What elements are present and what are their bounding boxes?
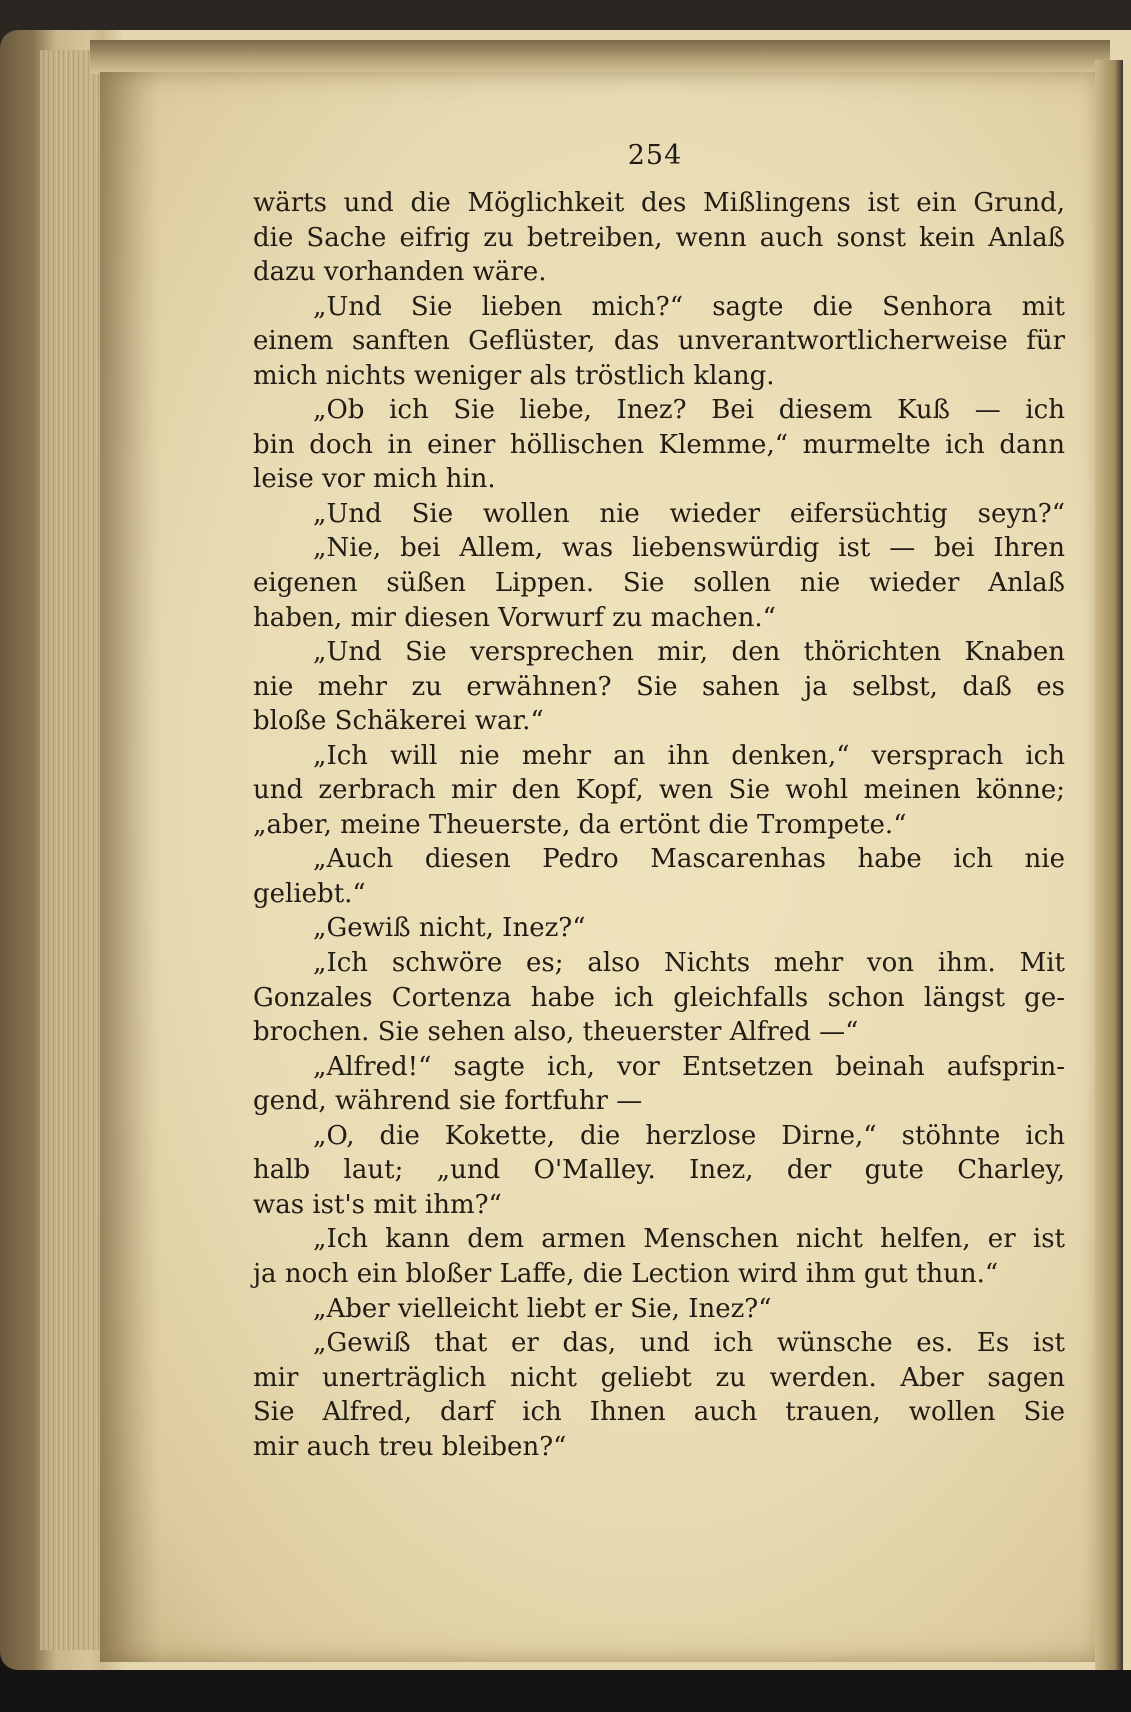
- page-edges-top: [90, 40, 1110, 74]
- text-line: bloße Schäkerei war.“: [253, 706, 544, 737]
- text-line: „O, die Kokette, die herzlose Dirne,“ stöhnte ich: [313, 1120, 1065, 1151]
- text-line: und zerbrach mir den Kopf, wen Sie wohl meinen könne;: [253, 775, 1065, 806]
- text-line: dazu vorhanden wäre.: [253, 257, 547, 288]
- text-line: „Gewiß nicht, Inez?“: [313, 913, 586, 944]
- text-line: eigenen süßen Lippen. Sie sollen nie wieder Anlaß: [253, 568, 1065, 599]
- text-line: mir auch treu bleiben?“: [253, 1431, 567, 1462]
- text-line: brochen. Sie sehen also, theuerster Alfred —“: [253, 1017, 859, 1048]
- text-line: haben, mir diesen Vorwurf zu machen.“: [253, 602, 776, 633]
- text-line: „Alfred!“ sagte ich, vor Entsetzen beinah aufsprin-: [313, 1051, 1065, 1082]
- text-line: ja noch ein bloßer Laffe, die Lection wird ihm gut thun.“: [253, 1258, 999, 1289]
- text-line: mich nichts weniger als tröstlich klang.: [253, 360, 775, 391]
- text-line: nie mehr zu erwähnen? Sie sahen ja selbst, daß es: [253, 671, 1065, 702]
- text-line: einem sanften Geflüster, das unverantwortlicherweise für: [253, 326, 1065, 357]
- text-line: „Und Sie versprechen mir, den thörichten Knaben: [313, 637, 1065, 668]
- text-line: leise vor mich hin.: [253, 464, 496, 495]
- text-line: halb laut; „und O'Malley. Inez, der gute Charley,: [253, 1155, 1065, 1186]
- text-line: „Nie, bei Allem, was liebenswürdig ist — bei Ihren: [313, 533, 1065, 564]
- text-line: Gonzales Cortenza habe ich gleichfalls schon längst ge-: [253, 982, 1065, 1013]
- text-line: „Und Sie wollen nie wieder eifersüchtig seyn?“: [313, 498, 1065, 529]
- text-line: „aber, meine Theuerste, da ertönt die Trompete.“: [253, 809, 907, 840]
- text-line: Sie Alfred, darf ich Ihnen auch trauen, wollen Sie: [253, 1397, 1065, 1428]
- text-line: „Und Sie lieben mich?“ sagte die Senhora mit: [313, 291, 1065, 322]
- page-text-body: [253, 186, 1065, 1464]
- text-line: „Aber vielleicht liebt er Sie, Inez?“: [313, 1293, 772, 1324]
- text-line: „Ob ich Sie liebe, Inez? Bei diesem Kuß — ich: [313, 395, 1065, 426]
- text-line: wärts und die Möglichkeit des Mißlingens ist ein Grund,: [253, 188, 1065, 218]
- page-edge-right: [1095, 60, 1123, 1670]
- text-line: mir unerträglich nicht geliebt zu werden. Aber sagen: [253, 1362, 1065, 1393]
- text-line: die Sache eifrig zu betreiben, wenn auch sonst kein Anlaß: [253, 222, 1065, 253]
- text-line: „Ich will nie mehr an ihn denken,“ versprach ich: [313, 740, 1065, 771]
- text-line: „Gewiß that er das, und ich wünsche es. Es ist: [313, 1328, 1065, 1359]
- text-line: was ist's mit ihm?“: [253, 1189, 502, 1220]
- page-edges-left: [40, 50, 108, 1650]
- text-line: gend, während sie fortfuhr —: [253, 1086, 643, 1117]
- text-line: „Ich kann dem armen Menschen nicht helfen, er ist: [313, 1224, 1065, 1255]
- gutter-shadow: [100, 72, 160, 1662]
- text-line: geliebt.“: [253, 878, 366, 909]
- text-line: „Ich schwöre es; also Nichts mehr von ihm. Mit: [313, 948, 1065, 979]
- text-line: bin doch in einer höllischen Klemme,“ murmelte ich dann: [253, 429, 1065, 460]
- text-line: „Auch diesen Pedro Mascarenhas habe ich nie: [313, 844, 1065, 875]
- page-number: 254: [627, 140, 683, 171]
